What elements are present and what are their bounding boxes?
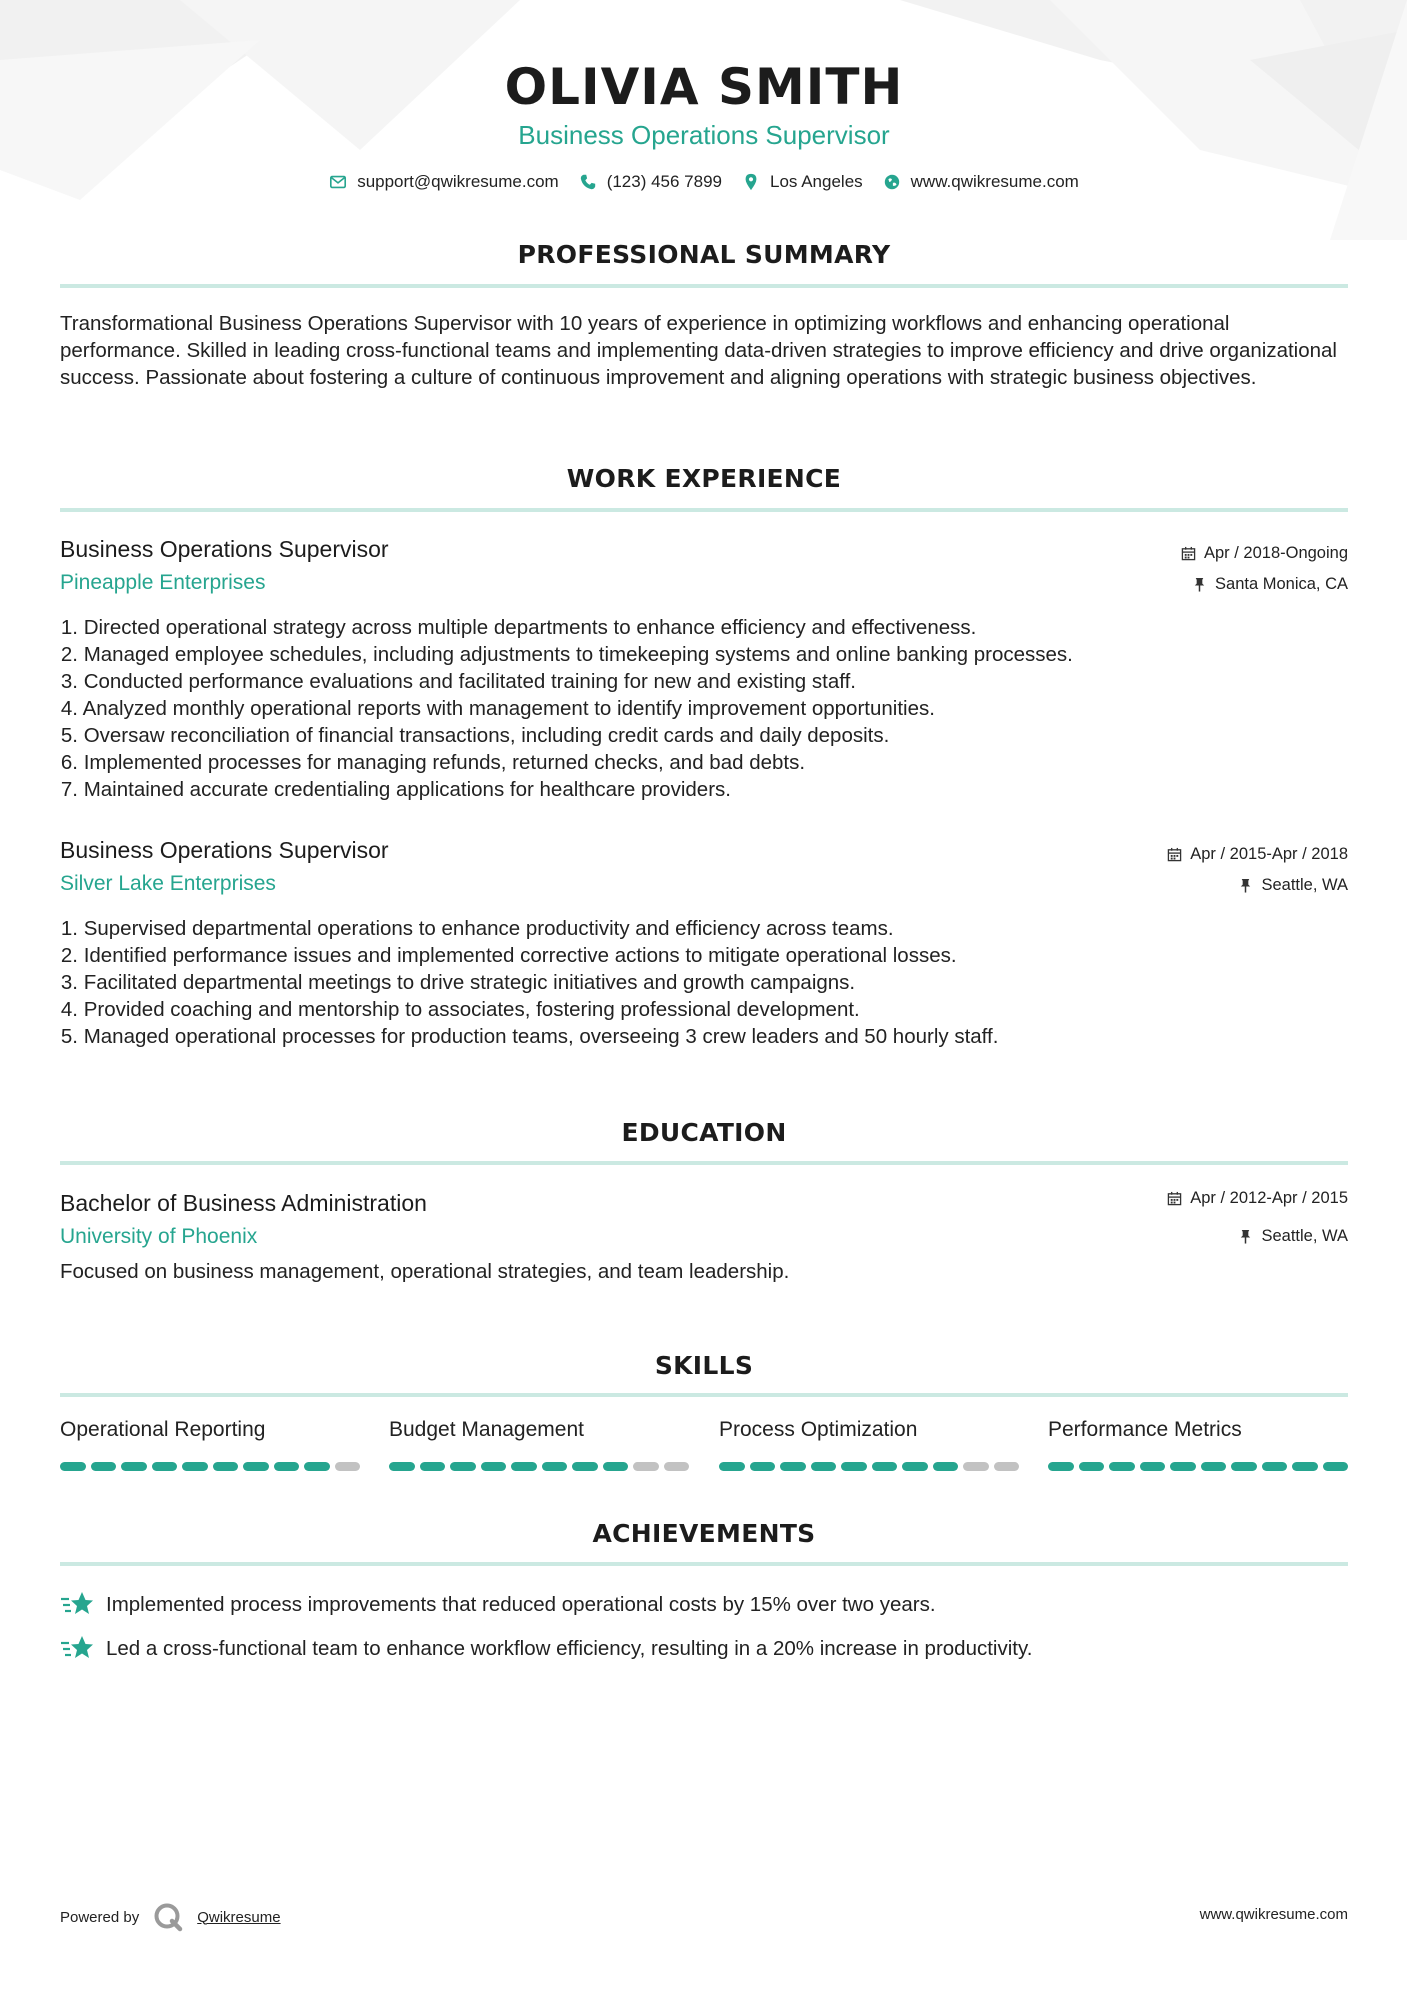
job-date <box>1167 845 1348 864</box>
section-divider <box>60 284 1348 288</box>
skill-segment-filled <box>780 1462 806 1471</box>
star-achievement-icon <box>60 1589 94 1621</box>
pushpin-icon <box>1238 1229 1253 1244</box>
skill-segment-filled <box>1048 1462 1074 1471</box>
skill-segment-empty <box>664 1462 690 1471</box>
job-title: Business Operations Supervisor <box>60 536 389 562</box>
contact-website[interactable] <box>883 172 1079 192</box>
skill-segment-filled <box>182 1462 208 1471</box>
skill-segment-filled <box>213 1462 239 1471</box>
skill-segment-filled <box>1109 1462 1135 1471</box>
section-divider <box>60 1393 1348 1397</box>
envelope-icon <box>329 173 347 191</box>
list-item: 5. Managed operational processes for production teams, overseeing 3 crew leaders and 50 hourly staff. <box>60 1025 999 1048</box>
achievement-text: Implemented process improvements that reduced operational costs by 15% over two years. <box>106 1593 936 1616</box>
skill-segment-filled <box>572 1462 598 1471</box>
list-item: 1. Directed operational strategy across multiple departments to enhance efficiency and effectiveness. <box>60 616 977 639</box>
education-date <box>1167 1189 1348 1208</box>
calendar-icon <box>1181 546 1196 561</box>
achievement-item <box>60 1633 1348 1665</box>
skill-segment-filled <box>902 1462 928 1471</box>
section-heading-summary: PROFESSIONAL SUMMARY <box>517 240 891 269</box>
section-divider <box>60 1161 1348 1165</box>
skill-segment-filled <box>1201 1462 1227 1471</box>
education-description: Focused on business management, operational strategies, and team leadership. <box>60 1260 790 1283</box>
skill-segment-filled <box>450 1462 476 1471</box>
job-location <box>1192 575 1348 594</box>
skill-item <box>719 1418 1019 1442</box>
calendar-icon <box>1167 1191 1182 1206</box>
achievement-item <box>60 1589 1348 1621</box>
skill-segment-filled <box>420 1462 446 1471</box>
phone-icon <box>579 173 597 191</box>
summary-text: Transformational Business Operations Supervisor with 10 years of experience in optimizing workflows and enhancing operational performance. Skilled in leading cross-functional teams and implementing data-driven strategies to improve efficiency and drive organizational success. Passionate about fostering a culture of continuous improvement and aligning operations with strategic business objectives. <box>60 312 1337 389</box>
education-date-text: Apr / 2012-Apr / 2015 <box>1190 1189 1348 1207</box>
job-date-text: Apr / 2015-Apr / 2018 <box>1190 845 1348 863</box>
website-text: www.qwikresume.com <box>910 172 1079 191</box>
list-item: 1. Supervised departmental operations to enhance productivity and efficiency across teams. <box>60 917 894 940</box>
skill-segment-filled <box>481 1462 507 1471</box>
qwikresume-logo-icon <box>153 1902 183 1932</box>
skill-segment-empty <box>963 1462 989 1471</box>
skill-item <box>60 1418 360 1442</box>
list-item: 2. Identified performance issues and implemented corrective actions to mitigate operational losses. <box>60 944 957 967</box>
pushpin-icon <box>1192 577 1207 592</box>
skill-segment-filled <box>1140 1462 1166 1471</box>
education-location <box>1238 1227 1348 1246</box>
job-location-text: Seattle, WA <box>1261 876 1348 894</box>
skill-segment-filled <box>304 1462 330 1471</box>
skill-segment-filled <box>750 1462 776 1471</box>
contact-email[interactable] <box>329 172 559 192</box>
list-item: 4. Provided coaching and mentorship to associates, fostering professional development. <box>60 998 860 1021</box>
skill-level-bar <box>60 1462 360 1471</box>
skill-segment-filled <box>811 1462 837 1471</box>
job-location <box>1238 876 1348 895</box>
skill-segment-filled <box>872 1462 898 1471</box>
skill-segment-empty <box>994 1462 1020 1471</box>
school-name: University of Phoenix <box>60 1225 258 1248</box>
calendar-icon <box>1167 847 1182 862</box>
skill-segment-filled <box>719 1462 745 1471</box>
degree-title: Bachelor of Business Administration <box>60 1190 427 1216</box>
job-company: Pineapple Enterprises <box>60 571 266 594</box>
section-divider <box>60 508 1348 512</box>
skill-segment-empty <box>633 1462 659 1471</box>
map-pin-icon <box>742 173 760 191</box>
skill-segment-filled <box>1079 1462 1105 1471</box>
job-date <box>1181 544 1348 563</box>
skill-segment-filled <box>91 1462 117 1471</box>
skill-name: Performance Metrics <box>1048 1418 1242 1441</box>
list-item: 6. Implemented processes for managing refunds, returned checks, and bad debts. <box>60 751 806 774</box>
section-divider <box>60 1562 1348 1566</box>
contact-bar <box>60 172 1348 192</box>
skill-item <box>389 1418 689 1442</box>
list-item: 7. Maintained accurate credentialing applications for healthcare providers. <box>60 778 731 801</box>
skill-segment-filled <box>274 1462 300 1471</box>
job-bullets <box>60 915 998 1050</box>
list-item: 3. Conducted performance evaluations and facilitated training for new and existing staff. <box>60 670 856 693</box>
contact-location <box>742 172 863 192</box>
location-text: Los Angeles <box>770 172 863 191</box>
skill-segment-filled <box>542 1462 568 1471</box>
section-heading-achievements: ACHIEVEMENTS <box>592 1519 816 1548</box>
skill-segment-filled <box>603 1462 629 1471</box>
skill-level-bar <box>389 1462 689 1471</box>
candidate-title: Business Operations Supervisor <box>518 120 890 150</box>
job-location-text: Santa Monica, CA <box>1215 575 1348 593</box>
skill-level-bar <box>1048 1462 1348 1471</box>
brand-link[interactable]: Qwikresume <box>197 1908 281 1926</box>
section-heading-experience: WORK EXPERIENCE <box>566 464 842 493</box>
contact-phone[interactable] <box>579 172 722 192</box>
skill-segment-filled <box>121 1462 147 1471</box>
globe-icon <box>883 173 901 191</box>
powered-by-label: Powered by <box>60 1908 140 1926</box>
skill-segment-filled <box>841 1462 867 1471</box>
skill-level-bar <box>719 1462 1019 1471</box>
job-date-text: Apr / 2018-Ongoing <box>1203 544 1348 562</box>
skill-name: Operational Reporting <box>60 1418 266 1441</box>
skill-segment-filled <box>243 1462 269 1471</box>
skill-name: Budget Management <box>389 1418 584 1441</box>
education-location-text: Seattle, WA <box>1261 1227 1348 1245</box>
skill-segment-filled <box>1170 1462 1196 1471</box>
candidate-name: OLIVIA SMITH <box>504 58 904 116</box>
skill-segment-filled <box>60 1462 86 1471</box>
skill-segment-filled <box>1262 1462 1288 1471</box>
job-company: Silver Lake Enterprises <box>60 872 276 895</box>
skill-segment-filled <box>389 1462 415 1471</box>
skill-segment-filled <box>1292 1462 1318 1471</box>
skill-segment-filled <box>152 1462 178 1471</box>
pushpin-icon <box>1238 878 1253 893</box>
footer-powered-by <box>60 1902 281 1932</box>
skill-name: Process Optimization <box>719 1418 918 1441</box>
skill-segment-empty <box>335 1462 361 1471</box>
footer-url[interactable]: www.qwikresume.com <box>1199 1906 1348 1923</box>
skill-segment-filled <box>1323 1462 1349 1471</box>
list-item: 4. Analyzed monthly operational reports with management to identify improvement opportunities. <box>60 697 935 720</box>
job-title: Business Operations Supervisor <box>60 837 389 863</box>
list-item: 3. Facilitated departmental meetings to drive strategic initiatives and growth campaigns. <box>60 971 856 994</box>
achievement-text: Led a cross-functional team to enhance workflow efficiency, resulting in a 20% increase in productivity. <box>106 1637 1033 1660</box>
email-text: support@qwikresume.com <box>357 172 559 191</box>
section-heading-education: EDUCATION <box>621 1118 787 1147</box>
skill-segment-filled <box>933 1462 959 1471</box>
list-item: 2. Managed employee schedules, including adjustments to timekeeping systems and online banking processes. <box>60 643 1073 666</box>
skill-segment-filled <box>1231 1462 1257 1471</box>
phone-text: (123) 456 7899 <box>606 172 723 191</box>
job-bullets <box>60 614 1073 803</box>
skill-segment-filled <box>511 1462 537 1471</box>
list-item: 5. Oversaw reconciliation of financial transactions, including credit cards and daily deposits. <box>60 724 890 747</box>
section-heading-skills: SKILLS <box>654 1351 754 1380</box>
skill-item <box>1048 1418 1348 1442</box>
star-achievement-icon <box>60 1633 94 1665</box>
